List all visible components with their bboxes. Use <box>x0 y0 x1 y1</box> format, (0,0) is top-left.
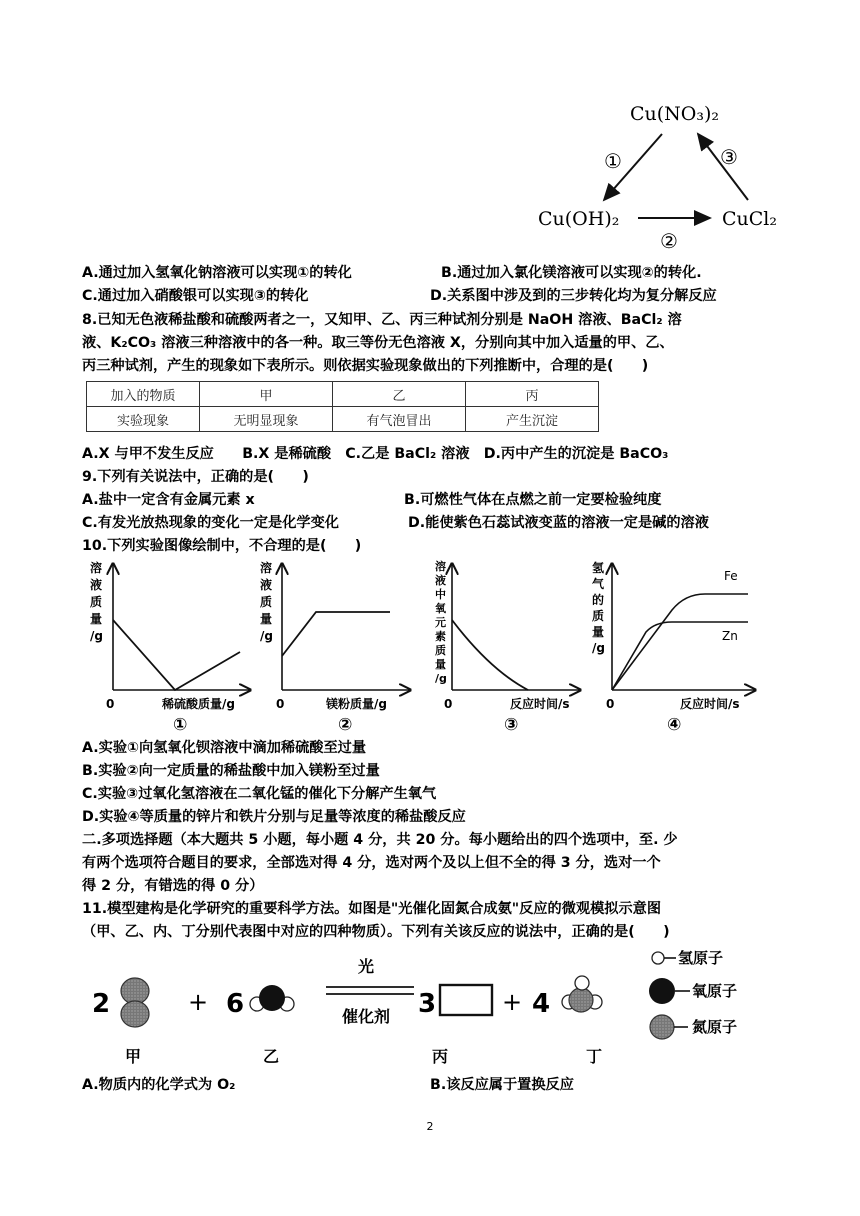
graph4-fe-label: Fe <box>724 569 738 583</box>
q9-option-a: A.盐中一定含有金属元素 x <box>82 492 255 508</box>
graph2-origin: 0 <box>276 697 285 711</box>
q11-stem-line1: 11.模型建构是化学研究的重要科学方法。如图是"光催化固氮合成氨"反应的微观模拟示意图 <box>82 901 662 917</box>
q8-stem-line3: 丙三种试剂，产生的现象如下表所示。则依据实验现象做出的下列推断中，合理的是( ) <box>82 358 649 374</box>
plus-2: + <box>502 988 523 1016</box>
coef-yi: 6 <box>226 989 245 1019</box>
table-cell: 丙 <box>466 382 599 407</box>
q11-option-b: B.该反应属于置换反应 <box>430 1077 574 1093</box>
table-cell: 有气泡冒出 <box>333 407 466 432</box>
legend-oxygen-swatch <box>649 978 675 1004</box>
q9-stem: 9.下列有关说法中，正确的是( ) <box>82 469 309 485</box>
label-jia: 甲 <box>125 1047 142 1066</box>
legend-hydrogen: 氢原子 <box>678 949 724 967</box>
table-cell: 实验现象 <box>87 407 200 432</box>
label-yi: 乙 <box>263 1047 280 1066</box>
q8-stem-line1: 8.已知无色液稀盐酸和硫酸两者之一，又知甲、乙、丙三种试剂分别是 NaOH 溶液、BaCl₂ 溶 <box>82 312 682 328</box>
product-bing-box <box>440 985 492 1015</box>
graph2-xlabel: 镁粉质量/g <box>326 697 387 711</box>
q8-observation-table <box>86 381 599 432</box>
atom-legend <box>649 949 737 1039</box>
nh3-molecule <box>562 976 602 1012</box>
table-cell: 无明显现象 <box>200 407 333 432</box>
graph-2 <box>260 560 410 735</box>
page-number: 2 <box>426 1120 434 1133</box>
graph-3 <box>435 559 580 735</box>
plus-1: + <box>188 988 209 1016</box>
q11-option-a: A.物质内的化学式为 O₂ <box>82 1077 236 1093</box>
graph1-origin: 0 <box>106 697 115 711</box>
q10-graphs <box>80 558 780 738</box>
q7-option-a: A.通过加入氢氧化钠溶液可以实现①的转化 <box>82 265 352 281</box>
condition-light: 光 <box>358 957 375 976</box>
n2-molecule <box>121 978 149 1027</box>
coef-ding: 4 <box>532 989 551 1019</box>
graph1-curve <box>113 620 240 690</box>
q10-stem: 10.下列实验图像绘制中，不合理的是( ) <box>82 538 362 554</box>
label-ding: 丁 <box>586 1047 603 1066</box>
cu-chloride-label: CuCl₂ <box>722 208 778 230</box>
graph4-xlabel: 反应时间/s <box>680 697 740 711</box>
legend-oxygen: 氧原子 <box>692 982 738 1000</box>
h2o-molecule <box>250 985 294 1011</box>
q8-options: A.X 与甲不发生反应 B.X 是稀硫酸 C.乙是 BaCl₂ 溶液 D.丙中产生的沉淀是 BaCO₃ <box>82 446 669 462</box>
graph2-number: ② <box>338 715 353 735</box>
graph4-origin: 0 <box>606 697 615 711</box>
graph3-ylabel: 溶液中氧元素质量/g <box>435 560 447 685</box>
graph3-xlabel: 反应时间/s <box>510 697 570 711</box>
q7-option-d: D.关系图中涉及到的三步转化均为复分解反应 <box>430 288 717 304</box>
graph-4 <box>592 560 755 735</box>
q10-option-d: D.实验④等质量的锌片和铁片分别与足量等浓度的稀盐酸反应 <box>82 809 466 825</box>
table-cell: 甲 <box>200 382 333 407</box>
table-cell: 产生沉淀 <box>466 407 599 432</box>
graph-1 <box>90 560 250 735</box>
table-cell: 加入的物质 <box>87 382 200 407</box>
q8-stem-line2: 液、K₂CO₃ 溶液三种溶液中的各一种。取三等份无色溶液 X，分别向其中加入适量的甲、乙、 <box>82 335 674 351</box>
graph2-ylabel: 溶液质量/g <box>260 561 273 643</box>
q11-stem-line2: （甲、乙、内、丁分别代表图中对应的四种物质）。下列有关该反应的说法中，正确的是( ) <box>82 924 670 940</box>
graph1-ylabel: 溶液质量/g <box>90 561 103 643</box>
coef-jia: 2 <box>92 989 111 1019</box>
graph3-curve <box>452 620 528 690</box>
step1-label: ① <box>604 149 622 173</box>
legend-nitrogen-swatch <box>650 1015 674 1039</box>
q10-option-a: A.实验①向氢氧化钡溶液中滴加稀硫酸至过量 <box>82 740 367 756</box>
step3-label: ③ <box>720 145 738 169</box>
graph3-number: ③ <box>504 715 519 735</box>
graph4-zn-label: Zn <box>722 629 738 643</box>
condition-catalyst: 催化剂 <box>342 1007 391 1026</box>
coef-bing: 3 <box>418 989 437 1019</box>
q10-option-b: B.实验②向一定质量的稀盐酸中加入镁粉至过量 <box>82 763 380 779</box>
q11-reaction-diagram <box>80 944 790 1069</box>
table-row <box>87 407 599 432</box>
legend-nitrogen: 氮原子 <box>692 1018 738 1036</box>
q9-option-d: D.能使紫色石蕊试液变蓝的溶液一定是碱的溶液 <box>408 515 709 531</box>
section2-line1: 二.多项选择题（本大题共 5 小题，每小题 4 分，共 20 分。每小题给出的四个选项中，至. 少 <box>82 832 678 848</box>
graph4-ylabel: 氢气的质量/g <box>592 561 605 655</box>
graph3-origin: 0 <box>444 697 453 711</box>
label-bing: 丙 <box>432 1047 449 1066</box>
graph1-number: ① <box>173 715 188 735</box>
cu-nitrate-label: Cu(NO₃)₂ <box>630 103 720 125</box>
section2-line2: 有两个选项符合题目的要求，全部选对得 4 分，选对两个及以上但不全的得 3 分，选对一个 <box>82 855 661 871</box>
q7-option-c: C.通过加入硝酸银可以实现③的转化 <box>82 288 309 304</box>
step2-label: ② <box>660 229 678 253</box>
graph1-xlabel: 稀硫酸质量/g <box>162 697 235 711</box>
graph4-number: ④ <box>667 715 682 735</box>
graph2-curve <box>282 612 390 656</box>
q7-option-b: B.通过加入氯化镁溶液可以实现②的转化. <box>441 265 702 281</box>
legend-hydrogen-swatch <box>652 952 664 964</box>
q9-option-b: B.可燃性气体在点燃之前一定要检验纯度 <box>404 492 662 508</box>
table-cell: 乙 <box>333 382 466 407</box>
q9-option-c: C.有发光放热现象的变化一定是化学变化 <box>82 515 339 531</box>
table-row <box>87 382 599 407</box>
q10-option-c: C.实验③过氧化氢溶液在二氧化锰的催化下分解产生氧气 <box>82 786 437 802</box>
q7-reaction-diagram <box>530 92 790 262</box>
cu-hydroxide-label: Cu(OH)₂ <box>538 208 620 230</box>
section2-line3: 得 2 分，有错选的得 0 分） <box>82 878 264 894</box>
